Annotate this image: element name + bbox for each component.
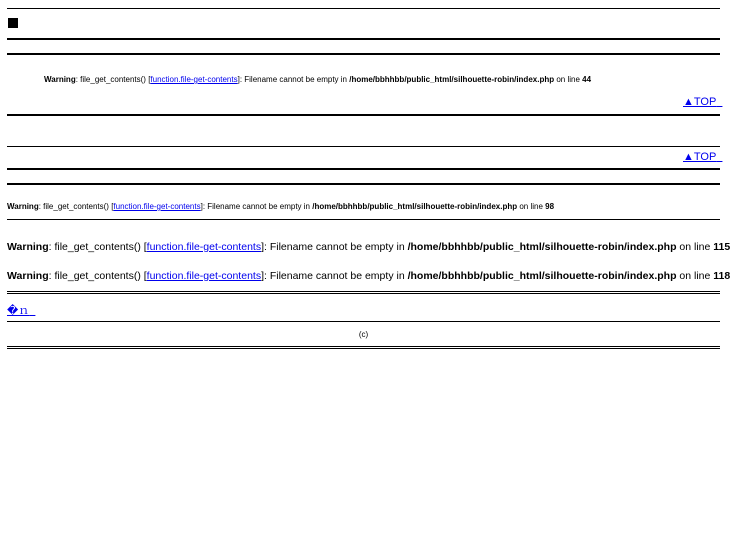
function-link[interactable]: function.file-get-contents bbox=[150, 75, 238, 84]
section-rule-4 bbox=[7, 183, 720, 185]
warning-label: Warning bbox=[7, 202, 39, 211]
warning-label: Warning bbox=[7, 241, 49, 253]
warning-line-44 bbox=[44, 75, 591, 84]
top-link[interactable]: ▲TOP bbox=[683, 96, 717, 108]
warning-label: Warning bbox=[7, 270, 49, 282]
file-path: /home/bbhhbb/public_html/silhouette-robin/index.php bbox=[407, 241, 677, 253]
top-link-trailing-space[interactable] bbox=[716, 96, 722, 108]
line-number: 118 bbox=[713, 270, 730, 282]
warning-text: ]: Filename cannot be empty in bbox=[200, 202, 313, 211]
line-number: 115 bbox=[713, 241, 730, 253]
warning-line-98 bbox=[7, 202, 554, 211]
file-path: /home/bbhhbb/public_html/silhouette-robin/index.php bbox=[312, 202, 518, 211]
warning-text: ]: Filename cannot be empty in bbox=[237, 75, 350, 84]
file-path: /home/bbhhbb/public_html/silhouette-robin/index.php bbox=[407, 270, 677, 282]
warning-text: on line bbox=[676, 241, 714, 253]
warning-text: : file_get_contents() [ bbox=[48, 270, 147, 282]
black-square-icon bbox=[8, 18, 18, 28]
top-link-row-2 bbox=[683, 151, 722, 163]
header-rule-1 bbox=[7, 38, 720, 40]
warning-label: Warning bbox=[44, 75, 76, 84]
footer-rule-3 bbox=[7, 346, 720, 349]
section-rule-5 bbox=[7, 219, 720, 220]
warning-line-118 bbox=[7, 270, 730, 282]
top-link-trailing-space[interactable] bbox=[716, 151, 722, 163]
footer-rule-1 bbox=[7, 291, 720, 294]
warning-text: ]: Filename cannot be empty in bbox=[261, 241, 408, 253]
warning-text: : file_get_contents() [ bbox=[38, 202, 114, 211]
garbled-link-row bbox=[7, 302, 35, 318]
function-link[interactable]: function.file-get-contents bbox=[146, 241, 262, 253]
garbled-link-trailing-space[interactable] bbox=[29, 305, 35, 317]
garbled-link[interactable]: �ｎ bbox=[7, 305, 30, 317]
top-rule bbox=[7, 8, 720, 9]
section-rule-3 bbox=[7, 168, 720, 170]
file-path: /home/bbhhbb/public_html/silhouette-robin/index.php bbox=[349, 75, 555, 84]
section-rule-1 bbox=[7, 114, 720, 116]
top-link[interactable]: ▲TOP bbox=[683, 151, 717, 163]
top-link-row-1 bbox=[683, 96, 722, 108]
warning-text: : file_get_contents() [ bbox=[48, 241, 147, 253]
footer-rule-2 bbox=[7, 321, 720, 322]
function-link[interactable]: function.file-get-contents bbox=[113, 202, 201, 211]
warning-text: : file_get_contents() [ bbox=[75, 75, 151, 84]
section-rule-2 bbox=[7, 146, 720, 147]
header-rule-2 bbox=[7, 53, 720, 55]
warning-text: on line bbox=[554, 75, 583, 84]
warning-line-115 bbox=[7, 241, 730, 253]
warning-text: on line bbox=[517, 202, 546, 211]
warning-text: ]: Filename cannot be empty in bbox=[261, 270, 408, 282]
warning-text: on line bbox=[676, 270, 714, 282]
line-number: 98 bbox=[545, 202, 555, 211]
copyright-text: (c) bbox=[358, 330, 369, 339]
line-number: 44 bbox=[582, 75, 592, 84]
function-link[interactable]: function.file-get-contents bbox=[146, 270, 262, 282]
